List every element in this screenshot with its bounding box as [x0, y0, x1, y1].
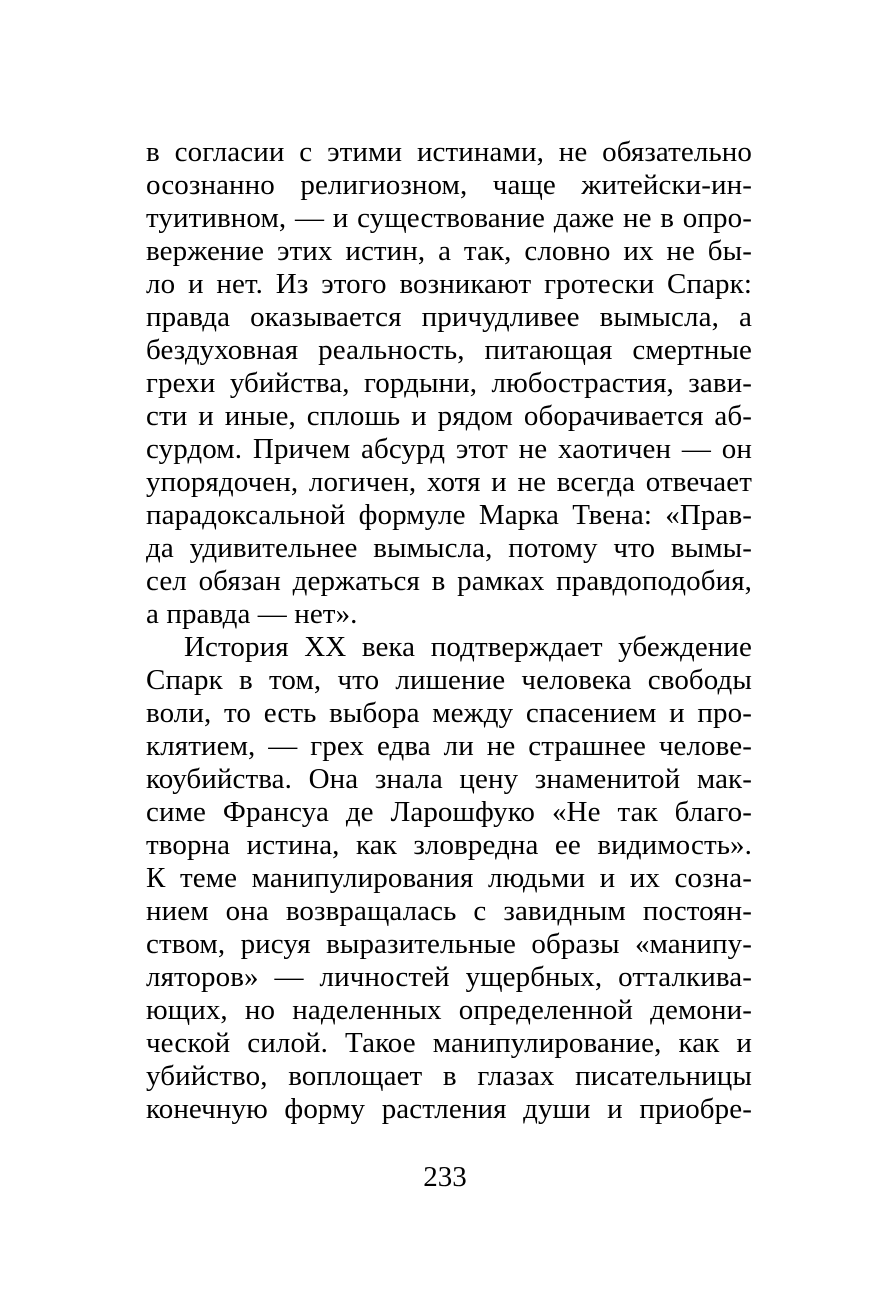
- text-line: ством, рисуя выразительные образы «манипу-: [146, 928, 752, 960]
- text-line: правда оказывается причудливее вымысла, а: [146, 301, 752, 333]
- text-line: Спарк в том, что лишение человека свободы: [146, 664, 752, 696]
- text-line: ющих, но наделенных определенной демони-: [146, 994, 752, 1026]
- text-line: да удивительнее вымысла, потому что вымы-: [146, 532, 752, 564]
- text-line: туитивном, — и существование даже не в опро-: [146, 202, 752, 234]
- text-line: коубийства. Она знала цену знаменитой мак-: [146, 763, 752, 795]
- text-line: а правда — нет».: [146, 598, 358, 630]
- text-line: клятием, — грех едва ли не страшнее челове-: [146, 730, 752, 762]
- text-line: вержение этих истин, а так, словно их не бы-: [146, 235, 752, 267]
- page-number: 233: [423, 1161, 467, 1193]
- text-line: ческой силой. Такое манипулирование, как и: [146, 1027, 752, 1059]
- text-line: творна истина, как зловредна ее видимость».: [146, 829, 752, 861]
- text-line: симе Франсуа де Ларошфуко «Не так благо-: [146, 796, 752, 828]
- text-line: парадоксальной формуле Марка Твена: «Прав-: [146, 499, 752, 531]
- paragraph: [146, 136, 752, 631]
- text-line: ляторов» — личностей ущербных, отталкива-: [146, 961, 752, 993]
- text-line: ло и нет. Из этого возникают гротески Спарк:: [146, 268, 752, 300]
- text-line: грехи убийства, гордыни, любострастия, зави-: [146, 367, 752, 399]
- text-line: бездуховная реальность, питающая смертные: [146, 334, 752, 366]
- text-line: История XX века подтверждает убеждение: [184, 631, 752, 663]
- text-line: конечную форму растления души и приобре-: [146, 1093, 752, 1125]
- text-line: осознанно религиозном, чаще житейски-ин-: [146, 169, 752, 201]
- text-line: в согласии с этими истинами, не обязательно: [146, 136, 752, 168]
- text-line: К теме манипулирования людьми и их созна-: [146, 862, 752, 894]
- text-line: сти и иные, сплошь и рядом оборачивается аб-: [146, 400, 752, 432]
- body-text: [146, 136, 752, 1126]
- text-line: сурдом. Причем абсурд этот не хаотичен — он: [146, 433, 752, 465]
- text-line: убийство, воплощает в глазах писательницы: [146, 1060, 752, 1092]
- text-line: сел обязан держаться в рамках правдоподобия,: [146, 565, 752, 597]
- paragraph: [146, 631, 752, 1126]
- text-line: воли, то есть выбора между спасением и про-: [146, 697, 752, 729]
- text-line: упорядочен, логичен, хотя и не всегда отвечает: [146, 466, 752, 498]
- text-line: нием она возвращалась с завидным постоян-: [146, 895, 752, 927]
